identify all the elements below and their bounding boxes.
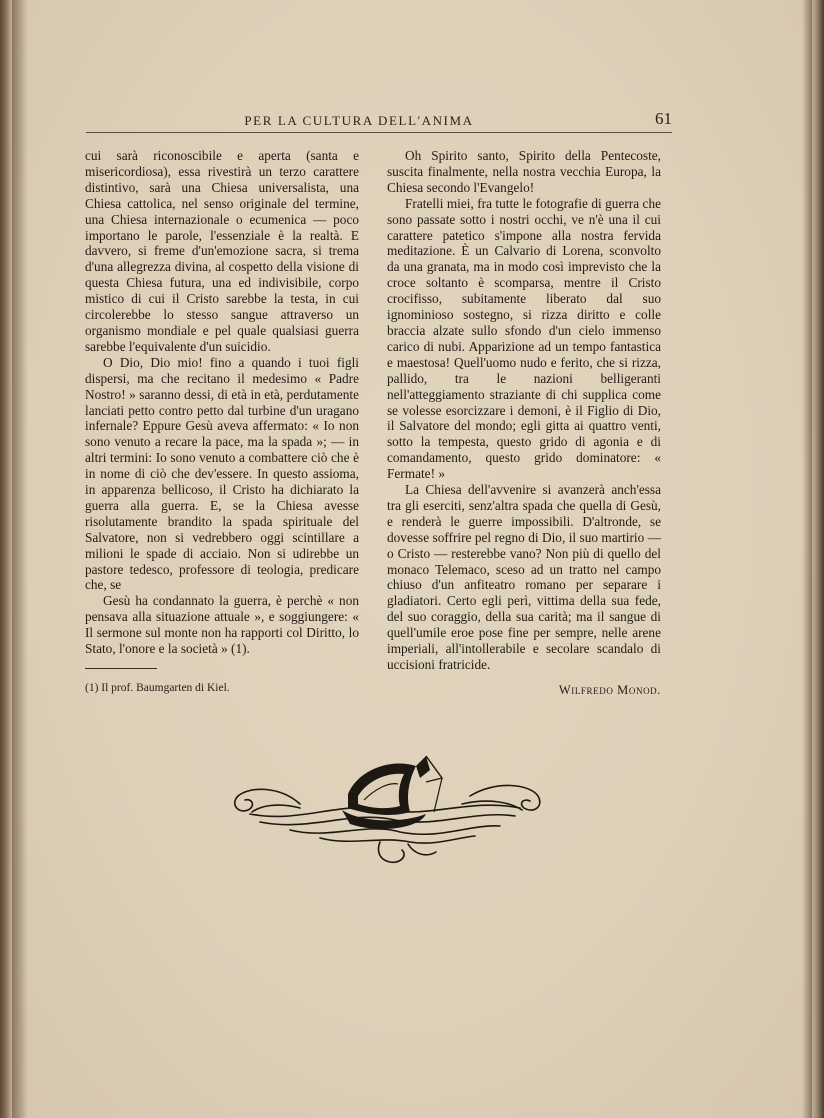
running-title: PER LA CULTURA DELL'ANIMA [244, 113, 474, 128]
footnote-rule [85, 668, 157, 669]
right-column [387, 148, 661, 673]
book-page [12, 0, 812, 1118]
right-paragraph-1: Oh Spirito santo, Spirito della Pentecoste, suscita finalmente, nella nostra vecchia Europa, la Chiesa secondo l'Evangelo! [387, 148, 661, 195]
left-paragraph-2: O Dio, Dio mio! fino a quando i tuoi figli dispersi, ma che recitano il medesimo « Padre Nostro! » saranno dessi, di età in età, perdutamente lanciati petto contro petto dal turbine d'un uragano infernale? Eppure Gesù aveva affermato: « Io non sono venuto a recare la pace, ma la spada »; — in altri termini: Io sono venuto a combattere ciò che è in nome di ciò che dev'essere. In questo assioma, in apparenza bellicoso, il Cristo ha dichiarato la guerra alla guerra. E, se la Chiesa avesse risolutamente brandito la spada spirituale del Salvatore, non si vedrebbero oggi scintillare a milioni le spade di acciaio. Non si udirebbe un pastore tedesco, professore di teologia, predicare che, se [85, 354, 359, 593]
author-signature: Wilfredo Monod. [558, 683, 661, 697]
footnote: (1) Il prof. Baumgarten di Kiel. [85, 682, 230, 694]
header-rule [86, 132, 672, 133]
left-paragraph-1: cui sarà riconoscibile e aperta (santa e misericordiosa), essa rivestirà un terzo carattere distintivo, sarà una Chiesa universalista, una Chiesa cattolica, nel senso originale del termine, una Chiesa internazionale o ecumenica — poco importano le parole, l'essenziale è la realtà. E davvero, si freme d'un'emozione sacra, si trema d'una allegrezza divina, al cospetto della visione di questa Chiesa futura, una ed indivisibile, corpo mistico di cui il Cristo sarebbe la testa, in cui circolerebbe lo stesso sangue attraverso un organismo mondiale e pel quale qualsiasi guerra sarebbe l'equivalente d'un suicidio. [85, 148, 359, 354]
right-paragraph-2: Fratelli miei, fra tutte le fotografie di guerra che sono passate sotto i nostri occhi, ve n'è una il cui carattere patetico s'impone alla nostra fervida meditazione. È un Calvario di Lorena, sconvolto da una granata, ma in modo così imprevisto che la croce soltanto è scomparsa, mentre il Cristo crocifisso, subitamente liberato dal suo ignominioso sostegno, si rizza diritto e colle braccia alzate sullo sfondo d'un cielo immenso carico di nubi. Apparizione ad un tempo fantastica e maestosa! Quell'uomo nudo e ferito, che si rizza, pallido, tra le nazioni belligeranti nell'atteggiamento straziante di chi supplica come se volesse esorcizzare i demoni, è il Figlio di Dio, il Salvatore del mondo; egli gitta ai quattro venti, sotto la tempesta, questo grido di agonia e di comandamento, questo grido dominatore: « Fermate! » [387, 195, 661, 482]
boat-wave-ornament-icon [230, 752, 544, 868]
left-paragraph-3: Gesù ha condannato la guerra, è perchè « non pensava alla situazione attuale », e soggiungere: « Il sermone sul monte non ha rapporti col Diritto, lo Stato, l'onore e la società » (1). [85, 593, 359, 657]
page-number: 61 [655, 109, 672, 128]
running-head [86, 111, 672, 133]
right-paragraph-3: La Chiesa dell'avvenire si avanzerà anch'essa tra gli eserciti, senz'altra spada che quella di Gesù, e renderà le guerre impossibili. D'altronde, se dovesse soffrire pel regno di Dio, il suo martirio — o Cristo — resterebbe vano? Non più di quello del monaco Telemaco, sceso ad un tratto nel campo chiuso d'un anfiteatro romano per separare i gladiatori. Certo egli perì, vittima della sua fede, del suo coraggio, della sua carità; ma il sangue di quell'umile eroe pose fine per sempre, nelle arene imperiali, all'intollerabile e secolare scandalo di uccisioni fratricide. [387, 482, 661, 672]
left-column [85, 148, 359, 657]
